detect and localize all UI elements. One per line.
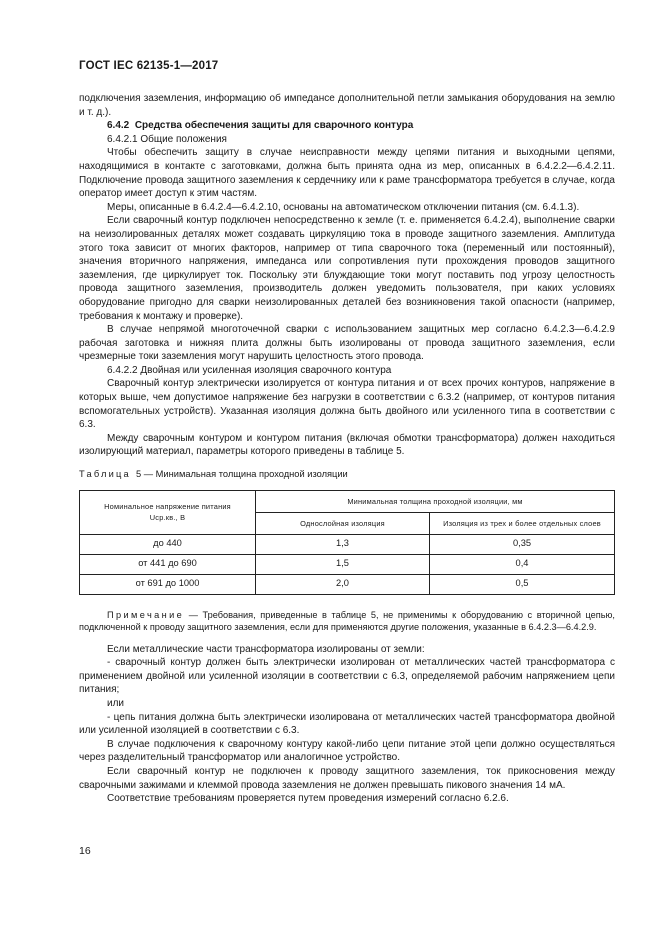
header-voltage-unit: Uср.кв., В xyxy=(149,513,186,523)
paragraph: В случае подключения к сварочному контуру какой-либо цепи питание этой цепи должно осуществляться через разделительный трансформатор или аналогичное устройство. xyxy=(79,738,615,764)
cell-voltage: от 441 до 690 xyxy=(80,554,256,574)
note-text: — Требования, приведенные в таблице 5, не применимы к оборудованию с вторичной цепью, подключенной к проводу защитного заземления, если для применяются другие положения, указанные в 6.4.2.3—6.4.2.9. xyxy=(79,609,615,632)
list-item: - сварочный контур должен быть электрически изолирован от металлических частей трансформатора с применением двойной или усиленной изоляции в соответствии с 6.3, определяемой рабочим напряжением цепи питания; xyxy=(79,657,615,696)
section-title: Средства обеспечения защиты для сварочного контура xyxy=(134,120,414,132)
list-item: - цепь питания должна быть электрически изолирована от металлических частей трансформатора двойной или усиленной изоляцией в соответствии с 6.3. xyxy=(79,711,615,737)
cell-single: 1,5 xyxy=(256,554,430,574)
document-header: ГОСТ IEC 62135-1—2017 xyxy=(79,60,219,72)
cell-multi: 0,35 xyxy=(430,534,615,554)
header-cell-single: Однослойная изоляция xyxy=(256,512,430,534)
document-body xyxy=(79,92,615,806)
paragraph: Если сварочный контур не подключен к проводу защитного заземления, ток прикосновения между сварочными зажимами и клеммой провода заземления не должен превышать пикового значения 14 мА. xyxy=(79,765,615,791)
table-caption-text: — Минимальная толщина проходной изоляции xyxy=(143,469,348,480)
paragraph: Если металлические части трансформатора изолированы от земли: xyxy=(107,643,425,655)
subsection-heading-6-4-2-2: 6.4.2.2 Двойная или усиленная изоляция сварочного контура xyxy=(107,364,392,376)
list-connector: или xyxy=(107,698,125,709)
page-number: 16 xyxy=(79,845,91,857)
paragraph: Чтобы обеспечить защиту в случае неисправности между цепями питания и выходными цепями, находящимися в контакте с заготовками, должна быть принята одна из мер, описанных в 6.4.2.2—6.4.2.11. Подключение провода защитного заземления к сердечнику или к раме трансформатора требуется в случае, когда оператор имеет доступ к этим частям. xyxy=(79,147,615,200)
paragraph: В случае непрямой многоточечной сварки с использованием защитных мер согласно 6.4.2.3—6.4.2.9 рабочая заготовка и нижняя плита должны быть изолированы от провода защитного заземления, если чрезмерные токи заземления могут нарушить целостность этого провода. xyxy=(79,324,615,363)
paragraph: Сварочный контур электрически изолируется от контура питания и от всех прочих контуров, напряжение в которых выше, чем допустимое напряжение без нагрузки в соответствии с 6.3.2 (например, от контуров питания вспомогательных устройств). Указанная изоляция должна быть двойного или усиленного типа в соответствии с 6.3. xyxy=(79,378,615,431)
table-row xyxy=(80,574,615,594)
table-caption-number: 5 xyxy=(136,469,142,480)
paragraph: Соответствие требованиям проверяется путем проведения измерений согласно 6.2.6. xyxy=(107,793,509,805)
header-cell-multi: Изоляция из трех и более отдельных слоев xyxy=(430,512,615,534)
header-cell-voltage xyxy=(80,490,256,534)
cell-voltage: до 440 xyxy=(80,534,256,554)
cell-single: 1,3 xyxy=(256,534,430,554)
cell-voltage: от 691 до 1000 xyxy=(80,574,256,594)
table-row xyxy=(80,534,615,554)
cell-multi: 0,5 xyxy=(430,574,615,594)
table-note xyxy=(79,609,615,633)
table-caption-prefix: Таблица xyxy=(79,469,131,480)
header-voltage-label: Номинальное напряжение питания xyxy=(104,502,231,512)
paragraph-continuation: подключения заземления, информацию об импедансе дополнительной петли замыкания оборудования на землю и т. д.). xyxy=(79,93,615,118)
table-row xyxy=(80,554,615,574)
table-caption xyxy=(79,468,615,482)
paragraph: Если сварочный контур подключен непосредственно к земле (т. е. применяется 6.4.2.4), выполнение сварки на неизолированных деталях может создавать циркуляцию тока в проводе защитного заземления. Амплитуда этого тока зависит от многих факторов, например от типа сварочного тока (переменный или постоянный), значения вторичного напряжения, импеданса или сопротивления пути прохождения проводов защитного заземления, где циркулирует ток. Поскольку эти блуждающие токи могут поставить под угрозу целостность провода защитного заземления, производитель должен уведомить пользователя, при каких условиях оборудование пригодно для сварки неизолированных деталей без возникновения такой опасности (например, требования к монтажу и проверке). xyxy=(79,215,615,322)
note-label: Примечание xyxy=(107,609,185,620)
paragraph: Меры, описанные в 6.4.2.4—6.4.2.10, основаны на автоматическом отключении питания (см. 6.4.1.3). xyxy=(107,201,580,213)
header-cell-thickness: Минимальная толщина проходной изоляции, мм xyxy=(256,490,615,512)
paragraph: Между сварочным контуром и контуром питания (включая обмотки трансформатора) должен находиться изолирующий материал, параметры которого приведены в таблице 5. xyxy=(79,432,615,458)
insulation-table xyxy=(79,490,615,595)
cell-multi: 0,4 xyxy=(430,554,615,574)
section-number: 6.4.2 xyxy=(107,120,130,132)
section-heading-6-4-2 xyxy=(79,119,615,133)
cell-single: 2,0 xyxy=(256,574,430,594)
subsection-heading-6-4-2-1: 6.4.2.1 Общие положения xyxy=(107,133,227,145)
